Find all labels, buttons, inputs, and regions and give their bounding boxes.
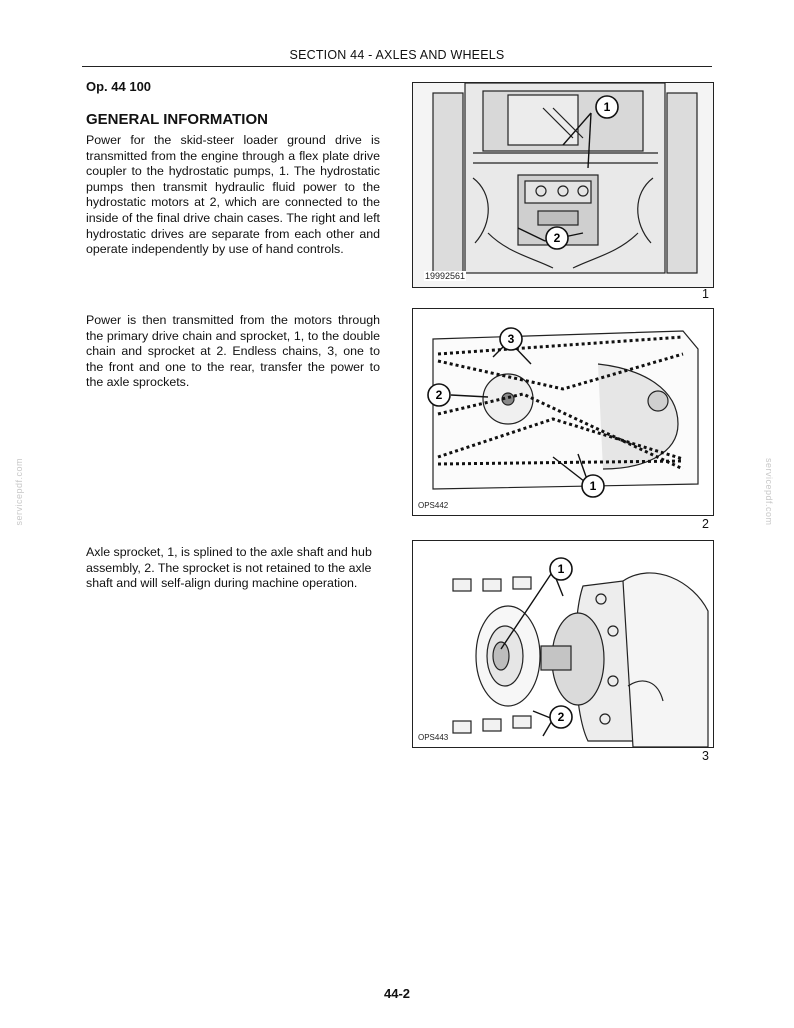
figure-number: 2 <box>702 517 709 531</box>
callout-label: 3 <box>507 332 515 346</box>
operation-number: Op. 44 100 <box>86 79 152 94</box>
drive-chain-illustration <box>413 309 713 515</box>
section-header: SECTION 44 - AXLES AND WHEELS <box>289 48 505 62</box>
header-rule <box>82 66 712 67</box>
figure-number: 3 <box>702 749 709 763</box>
callout-label: 1 <box>589 479 597 493</box>
section-heading: GENERAL INFORMATION <box>86 111 268 128</box>
page-number: 44-2 <box>383 986 411 1001</box>
figure-axle-sprocket <box>412 540 714 748</box>
figure-code: OPS442 <box>418 501 449 510</box>
callout-label: 2 <box>435 388 443 402</box>
figure-drive-chains <box>412 308 714 516</box>
watermark-right: servicepdf.com <box>764 458 774 526</box>
callout-label: 1 <box>603 100 611 114</box>
callout-label: 1 <box>557 562 565 576</box>
paragraph-drive-chain: Power is then transmitted from the motors through the primary drive chain and sprocket, 1, to the double chain and sprocket at 2. Endless chains, 3, one to the front and one to the rear, transfer the power to the axle sprockets. <box>86 313 380 390</box>
hydrostatic-drive-illustration <box>413 83 713 287</box>
axle-sprocket-illustration <box>413 541 713 747</box>
figure-hydrostatic-drive <box>412 82 714 288</box>
figure-number: 1 <box>702 287 709 301</box>
paragraph-general-information: Power for the skid-steer loader ground drive is transmitted from the engine through a flex plate drive coupler to the hydrostatic pumps, 1. The hydrostatic pumps then transmit hydraulic fluid power to the hydrostatic motors at 2, which are connected to the inside of the final drive chain cases. The right and left hydrostatic drives are separate from each other and operate independently by use of hand controls. <box>86 133 380 257</box>
paragraph-axle-sprocket: Axle sprocket, 1, is splined to the axle shaft and hub assembly, 2. The sprocket is not retained to the axle shaft and will self-align during machine operation. <box>86 545 372 591</box>
figure-code: 19992561 <box>425 271 466 281</box>
watermark-left: servicepdf.com <box>14 458 24 526</box>
figure-code: OPS443 <box>418 733 449 742</box>
callout-label: 2 <box>557 710 565 724</box>
callout-label: 2 <box>553 231 561 245</box>
